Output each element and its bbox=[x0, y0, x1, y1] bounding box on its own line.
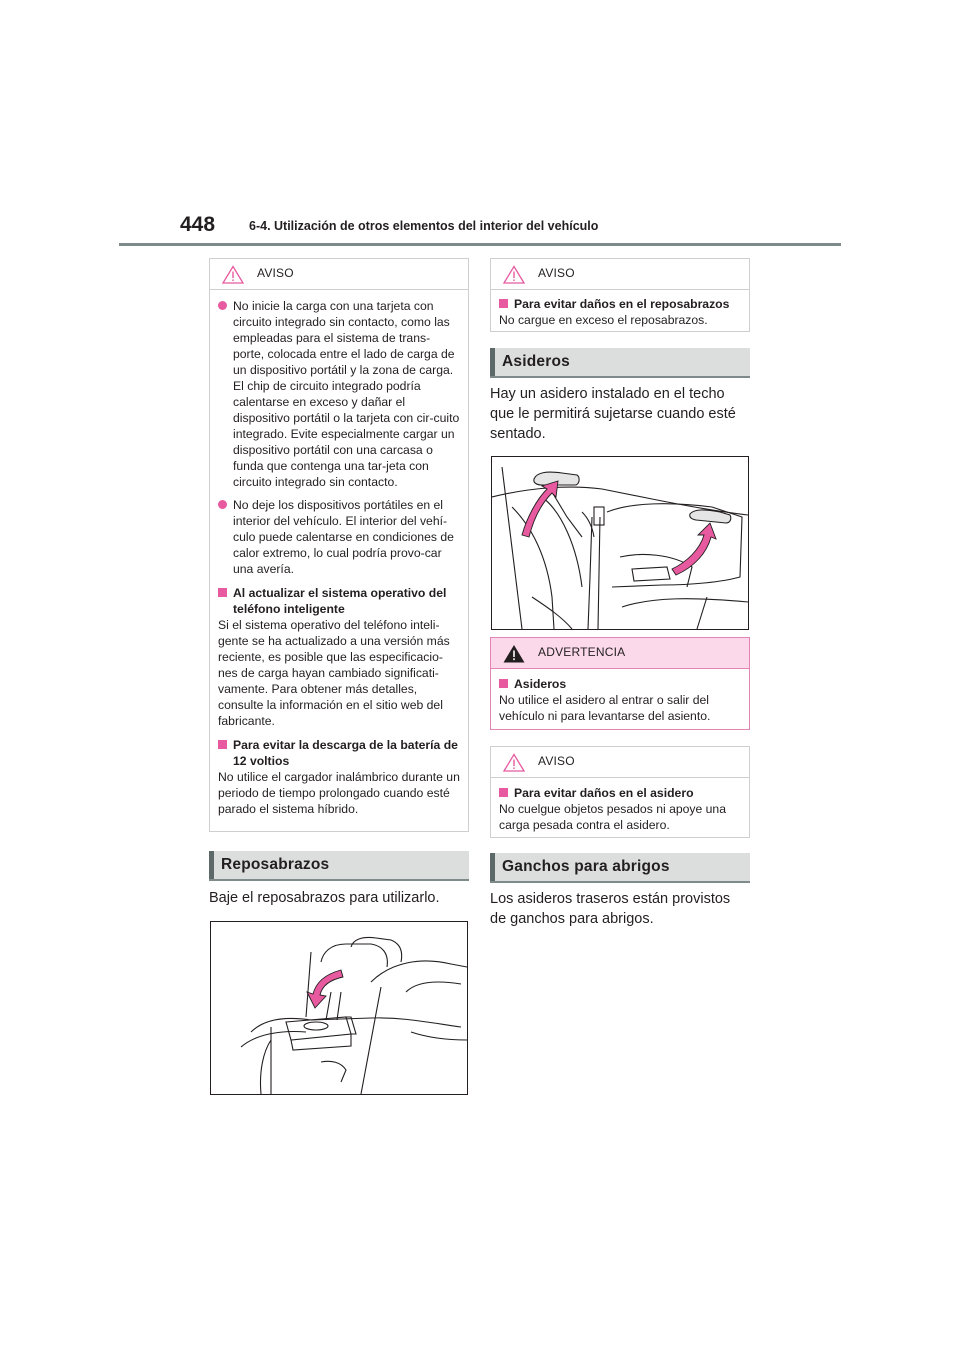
bullet-text: No deje los dispositivos portátiles en el interior del vehículo. El interior del vehí-culo puede calentarse en condiciones de calor extremo, lo cual podría provo-car una avería. bbox=[233, 498, 454, 576]
notice-box-title: AVISO bbox=[538, 266, 575, 280]
subsection-heading: Para evitar la descarga de la batería de 12 voltios bbox=[218, 737, 460, 769]
warning-box-header bbox=[491, 638, 749, 669]
curved-arrow-icon bbox=[522, 481, 558, 537]
warning-triangle-outline-icon bbox=[503, 753, 525, 772]
grips-illustration bbox=[491, 456, 749, 630]
grips-drawing bbox=[492, 457, 748, 629]
section-heading-armrest: Reposabrazos bbox=[209, 851, 469, 881]
bullet-text: No inicie la carga con una tarjeta con circuito integrado sin contacto, como las empleadas para el sistema de trans-porte, colocada entre el lado de carga de un dispositivo portátil y la zona de carga. El chip de circuito integrado podría calentarse en exceso y dañar el dispositivo portátil o la tarjeta con cir-cuito integrado. Evite especialmente cargar un dispositivo portátil con una carcasa o funda que contenga una tar-jeta con circuito integrado sin contacto. bbox=[233, 299, 460, 489]
subsection-text: Si el sistema operativo del teléfono inteli-gente se ha actualizado a una versión más reciente, es posible que las especificacio-nes de carga hayan cambiado significati-vamente. Para obtener más detalles, consulte la información en el sitio web del fabricante. bbox=[218, 618, 450, 728]
square-bullet-icon bbox=[499, 788, 508, 797]
subsection-heading: Asideros bbox=[499, 676, 741, 692]
section-heading-grips: Asideros bbox=[490, 348, 750, 378]
notice-box-grip bbox=[490, 746, 750, 838]
curved-arrow-icon bbox=[307, 970, 343, 1008]
notice-box-charging bbox=[209, 258, 469, 832]
notice-box-header bbox=[491, 747, 749, 778]
bullet-dot-icon bbox=[218, 301, 227, 310]
subsection-text: No utilice el cargador inalámbrico durante un periodo de tiempo prolongado cuando esté parado el sistema híbrido. bbox=[218, 770, 460, 816]
armrest-drawing bbox=[211, 922, 467, 1094]
armrest-illustration bbox=[210, 921, 468, 1095]
notice-box-body bbox=[210, 290, 468, 825]
coat-hooks-description: Los asideros traseros están provistos de ganchos para abrigos. bbox=[490, 891, 731, 927]
subsection-text: No utilice el asidero al entrar o salir del vehículo ni para levantarse del asiento. bbox=[499, 693, 711, 723]
notice-box-title: AVISO bbox=[538, 754, 575, 768]
warning-box-grips bbox=[490, 637, 750, 730]
subsection-text: No cuelgue objetos pesados ni apoye una carga pesada contra el asidero. bbox=[499, 802, 726, 832]
bullet-item bbox=[218, 298, 460, 490]
warning-box-body bbox=[491, 669, 749, 732]
section-heading-coat-hooks: Ganchos para abrigos bbox=[490, 853, 750, 883]
subsection-heading: Para evitar daños en el asidero bbox=[499, 785, 741, 801]
warning-box-title: ADVERTENCIA bbox=[538, 645, 626, 659]
subsection-heading: Al actualizar el sistema operativo del teléfono inteligente bbox=[218, 585, 460, 617]
armrest-instruction: Baje el reposabrazos para utilizarlo. bbox=[209, 890, 440, 906]
page-number: 448 bbox=[180, 213, 216, 236]
header-rule bbox=[119, 243, 841, 246]
curved-arrow-icon bbox=[672, 523, 716, 575]
warning-triangle-filled-icon bbox=[503, 644, 525, 663]
notice-box-header bbox=[210, 259, 468, 290]
notice-box-header bbox=[491, 259, 749, 290]
subsection-heading: Para evitar daños en el reposabrazos bbox=[499, 296, 741, 312]
subsection-text: No cargue en exceso el reposabrazos. bbox=[499, 313, 708, 327]
square-bullet-icon bbox=[499, 299, 508, 308]
notice-box-title: AVISO bbox=[257, 266, 294, 280]
notice-box-body bbox=[491, 778, 749, 841]
square-bullet-icon bbox=[218, 740, 227, 749]
bullet-dot-icon bbox=[218, 500, 227, 509]
chapter-title: 6-4. Utilización de otros elementos del interior del vehículo bbox=[249, 219, 599, 233]
square-bullet-icon bbox=[218, 588, 227, 597]
warning-triangle-outline-icon bbox=[222, 265, 244, 284]
notice-box-armrest bbox=[490, 258, 750, 332]
grips-description: Hay un asidero instalado en el techo que le permitirá sujetarse cuando esté sentado. bbox=[490, 386, 736, 442]
warning-triangle-outline-icon bbox=[503, 265, 525, 284]
bullet-item bbox=[218, 497, 460, 577]
square-bullet-icon bbox=[499, 679, 508, 688]
notice-box-body bbox=[491, 290, 749, 336]
